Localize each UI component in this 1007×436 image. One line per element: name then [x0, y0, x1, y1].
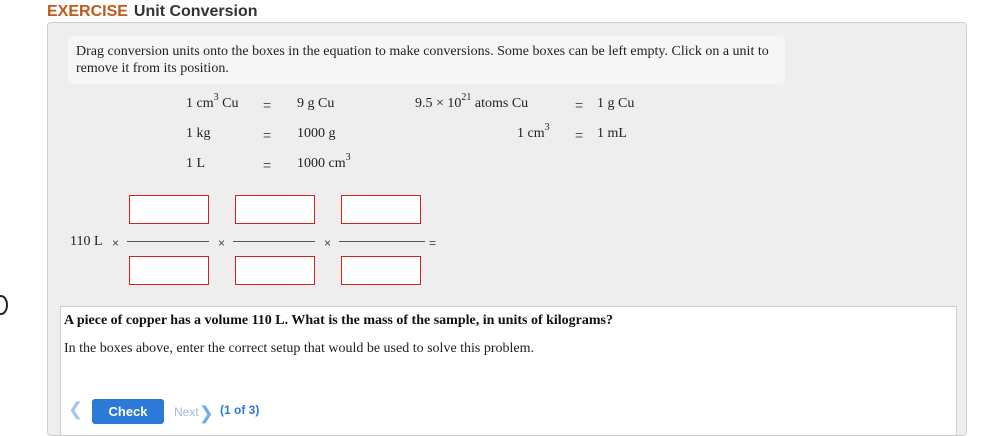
times-sign: × [218, 236, 226, 250]
times-sign: × [324, 236, 332, 250]
unit-1cm3-cu[interactable] [186, 92, 239, 112]
unit-1kg[interactable]: 1 kg [186, 126, 211, 141]
question-title: A piece of copper has a volume 110 L. What is the mass of the sample, in units of kilograms? [64, 313, 614, 328]
equals-sign: = [263, 97, 272, 113]
unit-value: 1 cm [517, 126, 545, 141]
unit-1ml[interactable]: 1 mL [597, 126, 627, 141]
unit-exponent: 3 [544, 122, 550, 133]
unit-1cm3[interactable] [517, 122, 550, 142]
unit-1000g[interactable]: 1000 g [297, 126, 336, 141]
unit-value: 9.5 × 10 [415, 96, 462, 111]
times-sign: × [112, 236, 120, 250]
equals-sign: = [263, 157, 272, 173]
equals-sign: = [575, 97, 584, 113]
unit-label: Cu [218, 96, 239, 111]
instructions-text: Drag conversion units onto the boxes in the equation to make conversions. Some boxes can be left empty. Click on a unit to remove it from its position. [76, 44, 769, 76]
unit-atoms-cu[interactable] [415, 92, 529, 112]
unit-exponent: 3 [213, 92, 219, 103]
unit-exponent: 21 [461, 92, 472, 103]
unit-1l[interactable]: 1 L [186, 156, 206, 171]
numerator-box-2[interactable] [235, 195, 315, 224]
denominator-box-3[interactable] [341, 256, 421, 285]
fraction-bar-3 [339, 241, 425, 242]
unit-1000cm3[interactable] [297, 152, 351, 172]
unit-value: 1000 cm [297, 156, 346, 171]
numerator-box-3[interactable] [341, 195, 421, 224]
denominator-box-2[interactable] [235, 256, 315, 285]
equation-start-value: 110 L [70, 234, 103, 249]
exercise-title: Unit Conversion [133, 3, 258, 20]
fraction-bar-2 [233, 241, 315, 242]
numerator-box-1[interactable] [129, 195, 209, 224]
next-label: Next [174, 405, 199, 419]
unit-value: 1 cm [186, 96, 214, 111]
equals-sign: = [263, 127, 272, 143]
next-button[interactable] [174, 403, 214, 424]
page-header [47, 3, 257, 21]
equation-equals: = [429, 236, 437, 250]
unit-1g-cu[interactable]: 1 g Cu [597, 96, 635, 111]
check-button[interactable]: Check [92, 399, 164, 424]
equals-sign: = [575, 127, 584, 143]
unit-exponent: 3 [345, 152, 351, 163]
fraction-bar-1 [127, 241, 209, 242]
denominator-box-1[interactable] [129, 256, 209, 285]
chevron-right-icon: ❯ [198, 403, 214, 423]
progress-indicator: (1 of 3) [220, 403, 260, 417]
instructions-box [68, 36, 785, 84]
side-partial-icon [0, 295, 8, 315]
unit-label: atoms Cu [471, 96, 529, 111]
question-subtitle: In the boxes above, enter the correct setup that would be used to solve this problem. [64, 341, 535, 356]
chevron-left-icon[interactable]: ❮ [68, 399, 84, 419]
unit-9g-cu[interactable]: 9 g Cu [297, 96, 335, 111]
exercise-label: EXERCISE [47, 3, 128, 20]
